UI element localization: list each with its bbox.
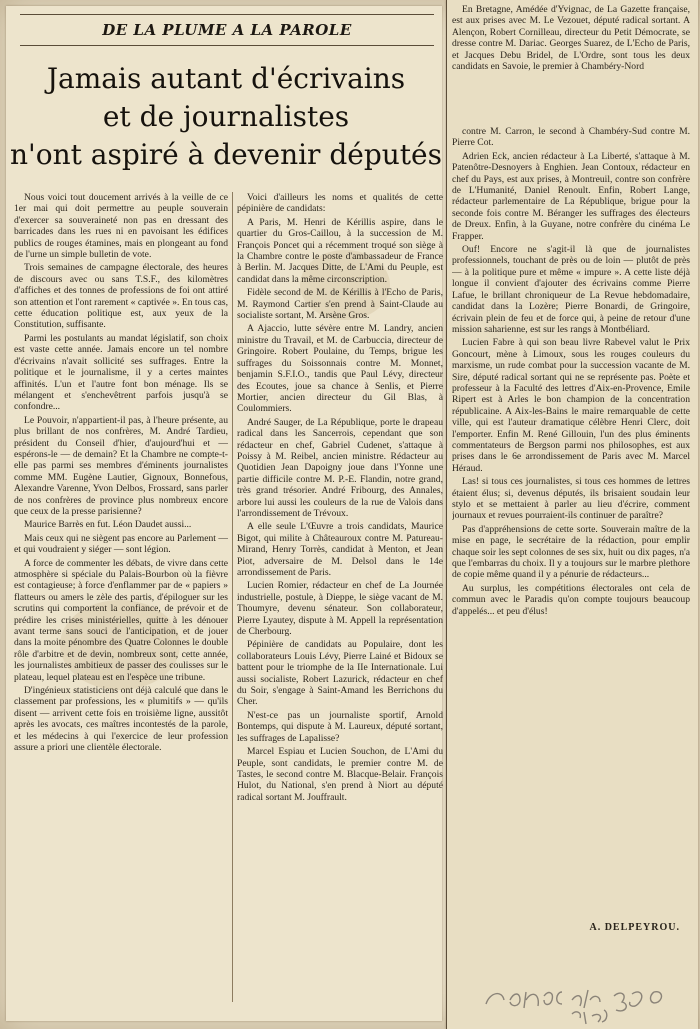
paragraph: Adrien Eck, ancien rédacteur à La Liberté, s'attaque à M. Patenôtre-Desnoyers à Enghien. Jean Contoux, rédacteur en chef du Pays, est aux prises, à Montreuil, contre son confrère de L'Humanité, Daniel Renoult. Enfin, Robert Lange, rédacteur parlementaire de La République, brigue pour la seconde fois contre M. Béranger les suffrages des électeurs de Dreux. Enfin, à la Guyane, notre confrère du cinéma Le Frapper. <box>452 150 690 242</box>
paragraph: En Bretagne, Amédée d'Yvignac, de La Gazette française, est aux prises avec M. Le Vezouet, député radical sortant. A Alençon, Robert Cornilleau, directeur du Petit Démocrate, se dresse contre M. Dariac. Georges Suarez, de L'Echo de Paris, et Jacques Debu Bridel, de L'Ordre, sont tous les deux candidats en Savoie, le premier à Chambéry-Nord <box>452 4 690 73</box>
author-signature: A. DELPEYROU. <box>589 922 680 933</box>
paragraph: Trois semaines de campagne électorale, des heures de discours avec ou sans T.S.F., des kilomètres d'affiches et des tonnes de professions de foi ont attiré son attention et l'ont rarement « captivée ». En tous cas, cette éducation politique est, aux yeux de la Constitution, suffisante. <box>14 262 228 331</box>
paragraph: Pépinière de candidats au Populaire, dont les collaborateurs Louis Lévy, Pierre Lainé et Bidoux se battent pour le triomphe de la IIe Internationale. Lui aussi socialiste, Robert Lazurick, rédacteur en chef du Soir, s'engage à Saint-Amand les Berrichons du Cher. <box>237 639 443 708</box>
text-column-2 <box>232 192 443 1002</box>
paragraph: Marcel Espiau et Lucien Souchon, de L'Ami du Peuple, sont candidats, le premier contre M. de Tastes, le second contre M. Blacque-Belair. François Hulot, du National, s'en prend à Niort au député radical sortant M. Jouffrault. <box>237 746 443 803</box>
paragraph: Le Pouvoir, n'appartient-il pas, à l'heure présente, au plus brillant de nos confrères, M. André Tardieu, président du Conseil d'hier, d'aujourd'hui et — espérons-le — de demain? Et la Chambre ne compte-t-elle pas parmi ses membres d'éminents journalistes comme MM. Eugène Lautier, Gignoux, Bonnefous, Alexandre Varenne, Yvon Delbos, Frossard, sans parler de nos confrères de province plus nombreux encore que ceux de la presse parisienne? <box>14 414 228 517</box>
paragraph: D'ingénieux statisticiens ont déjà calculé que dans le classement par professions, les « plumitifs » — qu'ils disent — arrivent cette fois en troisième ligne, aussitôt après les avocats, ces maîtres incontestés de la parole, et les médecins à qui l'exercice de leur profession assure a priori une clientèle électorale. <box>14 685 228 754</box>
paragraph: A force de commenter les débats, de vivre dans cette atmosphère si spéciale du Palais-Bourbon où la fièvre est contagieuse; à force d'enflammer par de « papiers » flatteurs ou amers le zèle des partis, d'épiloguer sur les scrutins qui comportent la confiance, de prévoir et de prédire les crises ministérielles, quitte à les dénouer avant terme sans souci de l'anticipation, et de jouer dans la moite pénombre des Quatre Colonnes le double rôle d'arbitre et de devin, nombreux sont, cette année, les journalistes ambitieux de passer des coulisses sur le plateau, lequel plateau est en l'espèce une tribune. <box>14 557 228 683</box>
headline-line: Jamais autant d'écrivains <box>46 62 406 95</box>
text-column-3-top <box>452 4 690 124</box>
paragraph: Las! si tous ces journalistes, si tous ces hommes de lettres étaient élus; si, devenus députés, ils brisaient soudain leur stylo et se mettaient à parler au lieu d'écrire, comment journaux et revues pourraient-ils continuer de paraître? <box>452 476 690 522</box>
text-column-1 <box>14 192 228 972</box>
paragraph: Maurice Barrès en fut. Léon Daudet aussi... <box>24 519 192 531</box>
paragraph: Au surplus, les compétitions électorales ont cela de commun avec le Paradis qu'on compte toujours beaucoup d'appelés... et peu d'élus! <box>452 582 690 617</box>
headline-line: et de journalistes <box>102 100 350 133</box>
paragraph: A Paris, M. Henri de Kérillis aspire, dans le quartier du Gros-Caillou, à la succession de M. François Poncet qui a récemment troqué son siège à la Chambre contre le poste d'ambassadeur de France à Berlin. M. Jacques Ditte, de L'Ami du Peuple, est candidat dans la même circonscription. <box>237 216 443 285</box>
handwritten-note <box>480 970 680 1026</box>
handwriting-stroke <box>486 990 600 1008</box>
handwriting-stroke <box>614 992 661 1011</box>
paragraph: N'est-ce pas un journaliste sportif, Arnold Bontemps, qui dispute à M. Laureux, député sortant, les suffrages de Lapalisse? <box>237 709 443 744</box>
paragraph: A Ajaccio, lutte sévère entre M. Landry, ancien ministre du Travail, et M. de Carbuccia, directeur de Gringoire. Robert Poulaine, du Temps, brigue les suffrages du Soissonnais contre M. Monnet, benjamin S.F.I.O., tandis que Paul Lévy, directeur des Ecoutes, joue sa chance à Senlis, et Pierre Mortier, ancien directeur du Gil Blas, à Coulommiers. <box>237 323 443 415</box>
headline <box>10 60 442 174</box>
text-column-3 <box>452 126 690 996</box>
headline-line: n'ont aspiré à devenir députés <box>10 138 442 171</box>
paragraph: Lucien Romier, rédacteur en chef de La Journée industrielle, postule, à Dieppe, le siège vacant de M. Thoumyre, devenu sénateur. Son collaborateur, Pierre Lyautey, dispute à M. Appell la représentation de Cherbourg. <box>237 580 443 638</box>
clipping-divider <box>446 0 447 1029</box>
paragraph: Lucien Fabre à qui son beau livre Rabevel valut le Prix Goncourt, mène à Limoux, sous les rouges couleurs du marxisme, un rude combat pour la succession vacante de M. Sire, député radical sortant qui ne se représente pas. Poète et professeur à la Faculté des lettres d'Aix-en-Provence, Emile Ripert est à Arles le bon champion de la concentration républicaine. A Aix-les-Bains le maire remarquable de cette ville, qui est l'auteur dramatique célèbre Henri Clerc, doit l'emporter. Enfin M. René Gillouin, l'un des plus éminents commentateurs de Bergson parmi nos philosophes, est aux prises dans le 6e arrondissement de Paris avec M. Marcel Héraud. <box>452 337 690 474</box>
paragraph: Pas d'appréhensions de cette sorte. Souverain maître de la mise en page, le secrétaire de la rédaction, pour emplir chaque soir les sept colonnes de ses six, huit ou dix pages, n'a que l'embarras du choix. Il y a toujours sur le marbre plethore de copie même quand il y a pénurie de rédacteurs... <box>452 523 690 581</box>
paragraph: Mais ceux qui ne siègent pas encore au Parlement — et qui voudraient y siéger — sont légion. <box>14 532 228 556</box>
paragraph: Fidèle second de M. de Kérillis à l'Echo de Paris, M. Raymond Cartier s'en prend à Saint-Claude au socialiste sortant, M. Arsène Gros. <box>237 287 443 322</box>
paragraph: Parmi les postulants au mandat législatif, son choix est vaste cette année. Jamais encore un tel nombre d'écrivains n'avait sollicité ses suffrages. Entre la politique et le journalisme, il y a certes maintes affinités. L'un et l'autre font bon ménage. Ils se mélangent et s'enchevêtrent parfois jusqu'à se confondre... <box>14 332 228 413</box>
handwriting-stroke <box>572 1010 607 1024</box>
paragraph: A elle seule L'Œuvre a trois candidats, Maurice Bigot, qui milite à Châteauroux contre M. Patureau-Mirand, Henry Torrès, candidat à Menton, et Jean Piot, adversaire de M. Delsol dans le 14e arrondissement de Paris. <box>237 521 443 578</box>
paragraph: André Sauger, de La République, porte le drapeau radical dans les Sancerrois, cependant que son rédacteur en chef, Gabriel Cudenet, s'attaque à Poissy à M. Reibel, ancien ministre. Rédacteur au Quotidien Jean Dapoigny joue dans l'Yonne une partie difficile contre M. P.-E. Flandin, notre grand, très grand trésorier. André Fribourg, des Annales, arbore lui aussi les couleurs de la rue de Valois dans l'arrondissement de Trévoux. <box>237 416 443 519</box>
paragraph: Nous voici tout doucement arrivés à la veille de ce 1er mai qui doit permettre au peuple souverain d'exercer sa souveraineté non pas en dressant des barricades dans les rues ni en pavoisant les édifices publics de rouges étamines, mais en plongeant au fond de l'urne un simple bulletin de vote. <box>14 192 228 261</box>
section-kicker: DE LA PLUME A LA PAROLE <box>20 14 434 46</box>
paragraph: Voici d'ailleurs les noms et qualités de cette pépinière de candidats: <box>237 192 443 215</box>
paragraph: contre M. Carron, le second à Chambéry-Sud contre M. Pierre Cot. <box>452 126 690 149</box>
paragraph: Ouf! Encore ne s'agit-il là que de journalistes professionnels, touchant de près ou de loin — plutôt de près — à la politique pure et même « impure ». A cette liste déjà longue il convient d'ajouter des écrivains comme Pierre Lafue, le brillant chroniqueur de La Revue hebdomadaire, candidat dans la Lozère; Pierre Bonardi, de Gringoire, écrivain plein de feu et de force qui, à peine de retour d'une mission saharienne, est sur les rangs à Montbéliard. <box>452 244 690 335</box>
